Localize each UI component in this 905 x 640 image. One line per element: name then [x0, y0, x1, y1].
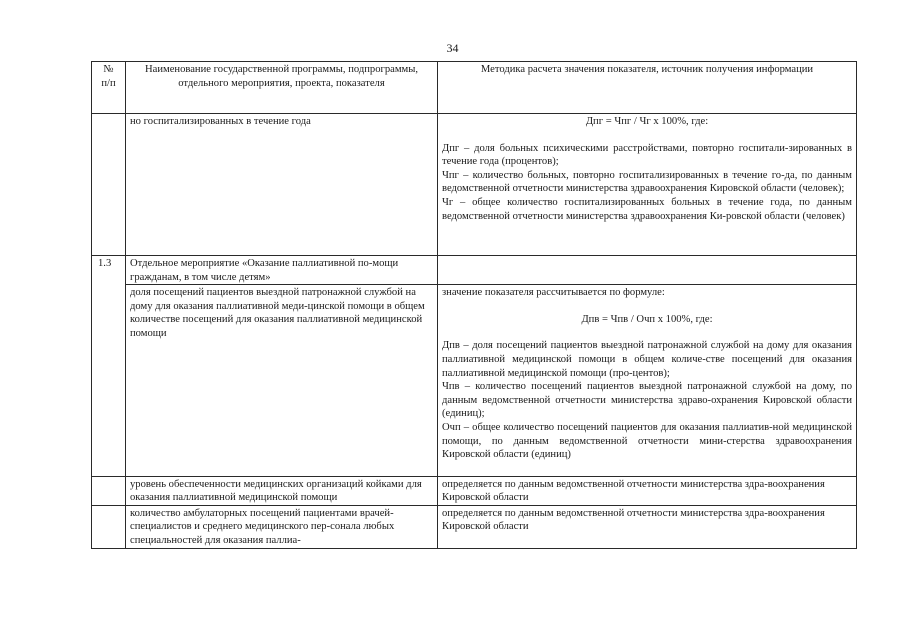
indicator-table: [91, 61, 857, 549]
table-header-row: [92, 62, 857, 114]
method-cell: [438, 114, 857, 256]
method-cell: [438, 256, 857, 285]
indicator-name: доля посещений пациентов выездной патронажной службой на дому для оказания паллиативной меди-цинской помощи в общем количестве посещений для оказания паллиативной медицинской помощи: [126, 285, 438, 477]
indicator-name: количество амбулаторных посещений пациентами врачей-специалистов и среднего медицинского пер-сонала любых специальностей для оказания паллиа-: [126, 505, 438, 548]
formula: Дпг = Чпг / Чг х 100%, где:: [585, 116, 709, 127]
method-item: Чг – общее количество госпитализированных больных в течение года, по данным ведомственной отчетности министерства здравоохранения Ки-ровской области (человек): [442, 196, 852, 222]
method-item: Дпг – доля больных психическими расстройствами, повторно госпитали-зированных в течение года (процентов);: [442, 142, 852, 168]
header-name: Наименование государственной программы, подпрограммы, отдельного мероприятия, проекта, показателя: [126, 62, 438, 114]
row-number: [92, 285, 126, 477]
row-number: 1.3: [92, 256, 126, 285]
method-item: Чпв – количество посещений пациентов выездной патронажной службой на дому, по данным ведомственной отчетности министерства здраво-охранения Кировской области (единиц);: [442, 381, 852, 420]
table-row: [92, 285, 857, 477]
indicator-name: уровень обеспеченности медицинских организаций койками для оказания паллиативной медицинской помощи: [126, 476, 438, 505]
method-cell: [438, 285, 857, 477]
method-cell: определяется по данным ведомственной отчетности министерства здра-воохранения Кировской области: [438, 505, 857, 548]
row-number: [92, 505, 126, 548]
row-number: [92, 114, 126, 256]
formula: Дпв = Чпв / Очп х 100%, где:: [581, 313, 713, 325]
header-method: Методика расчета значения показателя, источник получения информации: [438, 62, 857, 114]
method-item: Дпв – доля посещений пациентов выездной патронажной службой на дому для оказания паллиативной медицинской помощи в общем количе-стве посещений для оказания паллиативной медицинской помощи (про-центов);: [442, 340, 852, 379]
method-intro: значение показателя рассчитывается по формуле:: [442, 287, 665, 299]
table-row: [92, 114, 857, 256]
indicator-name: но госпитализированных в течение года: [126, 114, 438, 256]
table-row: [92, 476, 857, 505]
method-item: Чпг – количество больных, повторно госпитализированных в течение го-да, по данным ведомственной отчетности министерства здравоохранения Кировской области (человек);: [442, 169, 852, 195]
page-number: 34: [446, 41, 459, 55]
table-row: [92, 256, 857, 285]
row-number: [92, 476, 126, 505]
indicator-name: Отдельное мероприятие «Оказание паллиативной по-мощи гражданам, в том числе детям»: [126, 256, 438, 285]
table-row: [92, 505, 857, 548]
method-cell: определяется по данным ведомственной отчетности министерства здра-воохранения Кировской области: [438, 476, 857, 505]
method-item: Очп – общее количество посещений пациентов для оказания паллиатив-ной медицинской помощи, по данным ведомственной отчетности мини-стерства здравоохранения Кировской области (единиц): [442, 421, 852, 461]
header-num: № п/п: [92, 62, 126, 114]
